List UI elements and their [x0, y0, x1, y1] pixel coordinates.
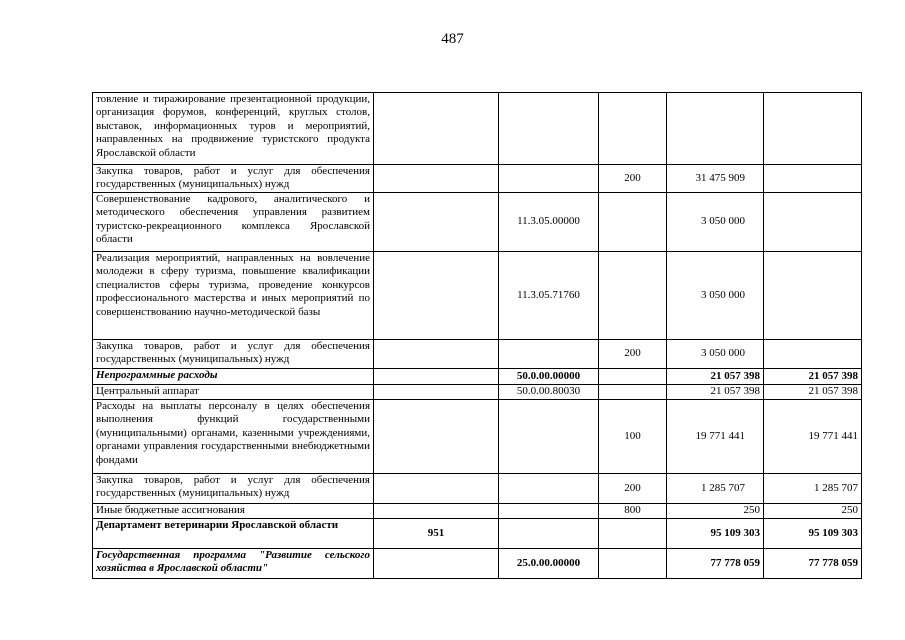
admin-code	[374, 400, 499, 474]
target-code: 25.0.00.00000	[499, 549, 599, 579]
target-code	[499, 93, 599, 165]
sum-year-2	[764, 252, 862, 340]
table-row	[93, 385, 862, 400]
expense-type	[599, 369, 667, 385]
expense-name: Иные бюджетные ассигнования	[93, 504, 374, 519]
sum-year-2: 1 285 707	[764, 474, 862, 504]
expense-type	[599, 519, 667, 549]
target-code	[499, 165, 599, 193]
expense-type	[599, 549, 667, 579]
sum-year-1: 250	[667, 504, 764, 519]
sum-year-1: 21 057 398	[667, 385, 764, 400]
expense-name: Непрограммные расходы	[93, 369, 374, 385]
expense-name: Государственная программа "Развитие сельского хозяйства в Ярославской области"	[93, 549, 374, 579]
sum-year-2: 95 109 303	[764, 519, 862, 549]
page-number: 487	[441, 31, 464, 47]
expense-type	[599, 385, 667, 400]
sum-year-1: 21 057 398	[667, 369, 764, 385]
sum-year-1: 3 050 000	[667, 193, 764, 252]
admin-code	[374, 252, 499, 340]
sum-year-2: 21 057 398	[764, 369, 862, 385]
expense-name: Расходы на выплаты персоналу в целях обеспечения выполнения функций государственными (муниципальными) органами, казенными учреждениями, органами управления государственными внебюджетными фондами	[93, 400, 374, 474]
sum-year-1: 77 778 059	[667, 549, 764, 579]
admin-code	[374, 340, 499, 369]
target-code: 11.3.05.71760	[499, 252, 599, 340]
sum-year-1: 95 109 303	[667, 519, 764, 549]
expense-name: Реализация мероприятий, направленных на вовлечение молодежи в сферу туризма, повышение квалификации специалистов сферы туризма, проведение конкурсов профессионального мастерства и иных мероприятий по совершенствованию научно-методической базы	[93, 252, 374, 340]
sum-year-2	[764, 93, 862, 165]
sum-year-2	[764, 165, 862, 193]
sum-year-2: 77 778 059	[764, 549, 862, 579]
sum-year-1: 3 050 000	[667, 340, 764, 369]
expense-name: товление и тиражирование презентационной продукции, организация форумов, конференций, круглых столов, выставок, информационных туров и мероприятий, направленных на продвижение туристского продукта Ярославской области	[93, 93, 374, 165]
expense-name: Департамент ветеринарии Ярославской области	[93, 519, 374, 549]
table-row	[93, 165, 862, 193]
admin-code	[374, 193, 499, 252]
sum-year-1: 31 475 909	[667, 165, 764, 193]
admin-code	[374, 93, 499, 165]
sum-year-2: 250	[764, 504, 862, 519]
sum-year-1: 1 285 707	[667, 474, 764, 504]
expense-type: 200	[599, 165, 667, 193]
expense-type: 200	[599, 474, 667, 504]
expense-name: Закупка товаров, работ и услуг для обеспечения государственных (муниципальных) нужд	[93, 474, 374, 504]
sum-year-1	[667, 93, 764, 165]
table-row	[93, 474, 862, 504]
sum-year-2	[764, 193, 862, 252]
expense-name: Центральный аппарат	[93, 385, 374, 400]
table-row	[93, 93, 862, 165]
sum-year-1: 19 771 441	[667, 400, 764, 474]
expense-type: 100	[599, 400, 667, 474]
admin-code	[374, 165, 499, 193]
target-code: 50.0.00.80030	[499, 385, 599, 400]
sum-year-2: 19 771 441	[764, 400, 862, 474]
admin-code	[374, 474, 499, 504]
target-code	[499, 504, 599, 519]
admin-code	[374, 369, 499, 385]
target-code: 11.3.05.00000	[499, 193, 599, 252]
table-row	[93, 400, 862, 474]
target-code: 50.0.00.00000	[499, 369, 599, 385]
table-row	[93, 549, 862, 579]
sum-year-2	[764, 340, 862, 369]
expense-type	[599, 93, 667, 165]
sum-year-1: 3 050 000	[667, 252, 764, 340]
table-row	[93, 193, 862, 252]
admin-code	[374, 549, 499, 579]
table-row	[93, 504, 862, 519]
target-code	[499, 519, 599, 549]
expense-type: 800	[599, 504, 667, 519]
target-code	[499, 400, 599, 474]
admin-code	[374, 385, 499, 400]
table-row	[93, 519, 862, 549]
table-row	[93, 252, 862, 340]
admin-code: 951	[374, 519, 499, 549]
sum-year-2: 21 057 398	[764, 385, 862, 400]
expense-name: Закупка товаров, работ и услуг для обеспечения государственных (муниципальных) нужд	[93, 165, 374, 193]
expense-name: Закупка товаров, работ и услуг для обеспечения государственных (муниципальных) нужд	[93, 340, 374, 369]
budget-table	[92, 92, 862, 579]
table-row	[93, 340, 862, 369]
expense-type	[599, 252, 667, 340]
admin-code	[374, 504, 499, 519]
expense-name: Совершенствование кадрового, аналитического и методического обеспечения управления развитием туристско-рекреационного комплекса Ярославской области	[93, 193, 374, 252]
table-row	[93, 369, 862, 385]
target-code	[499, 340, 599, 369]
expense-type	[599, 193, 667, 252]
target-code	[499, 474, 599, 504]
expense-type: 200	[599, 340, 667, 369]
